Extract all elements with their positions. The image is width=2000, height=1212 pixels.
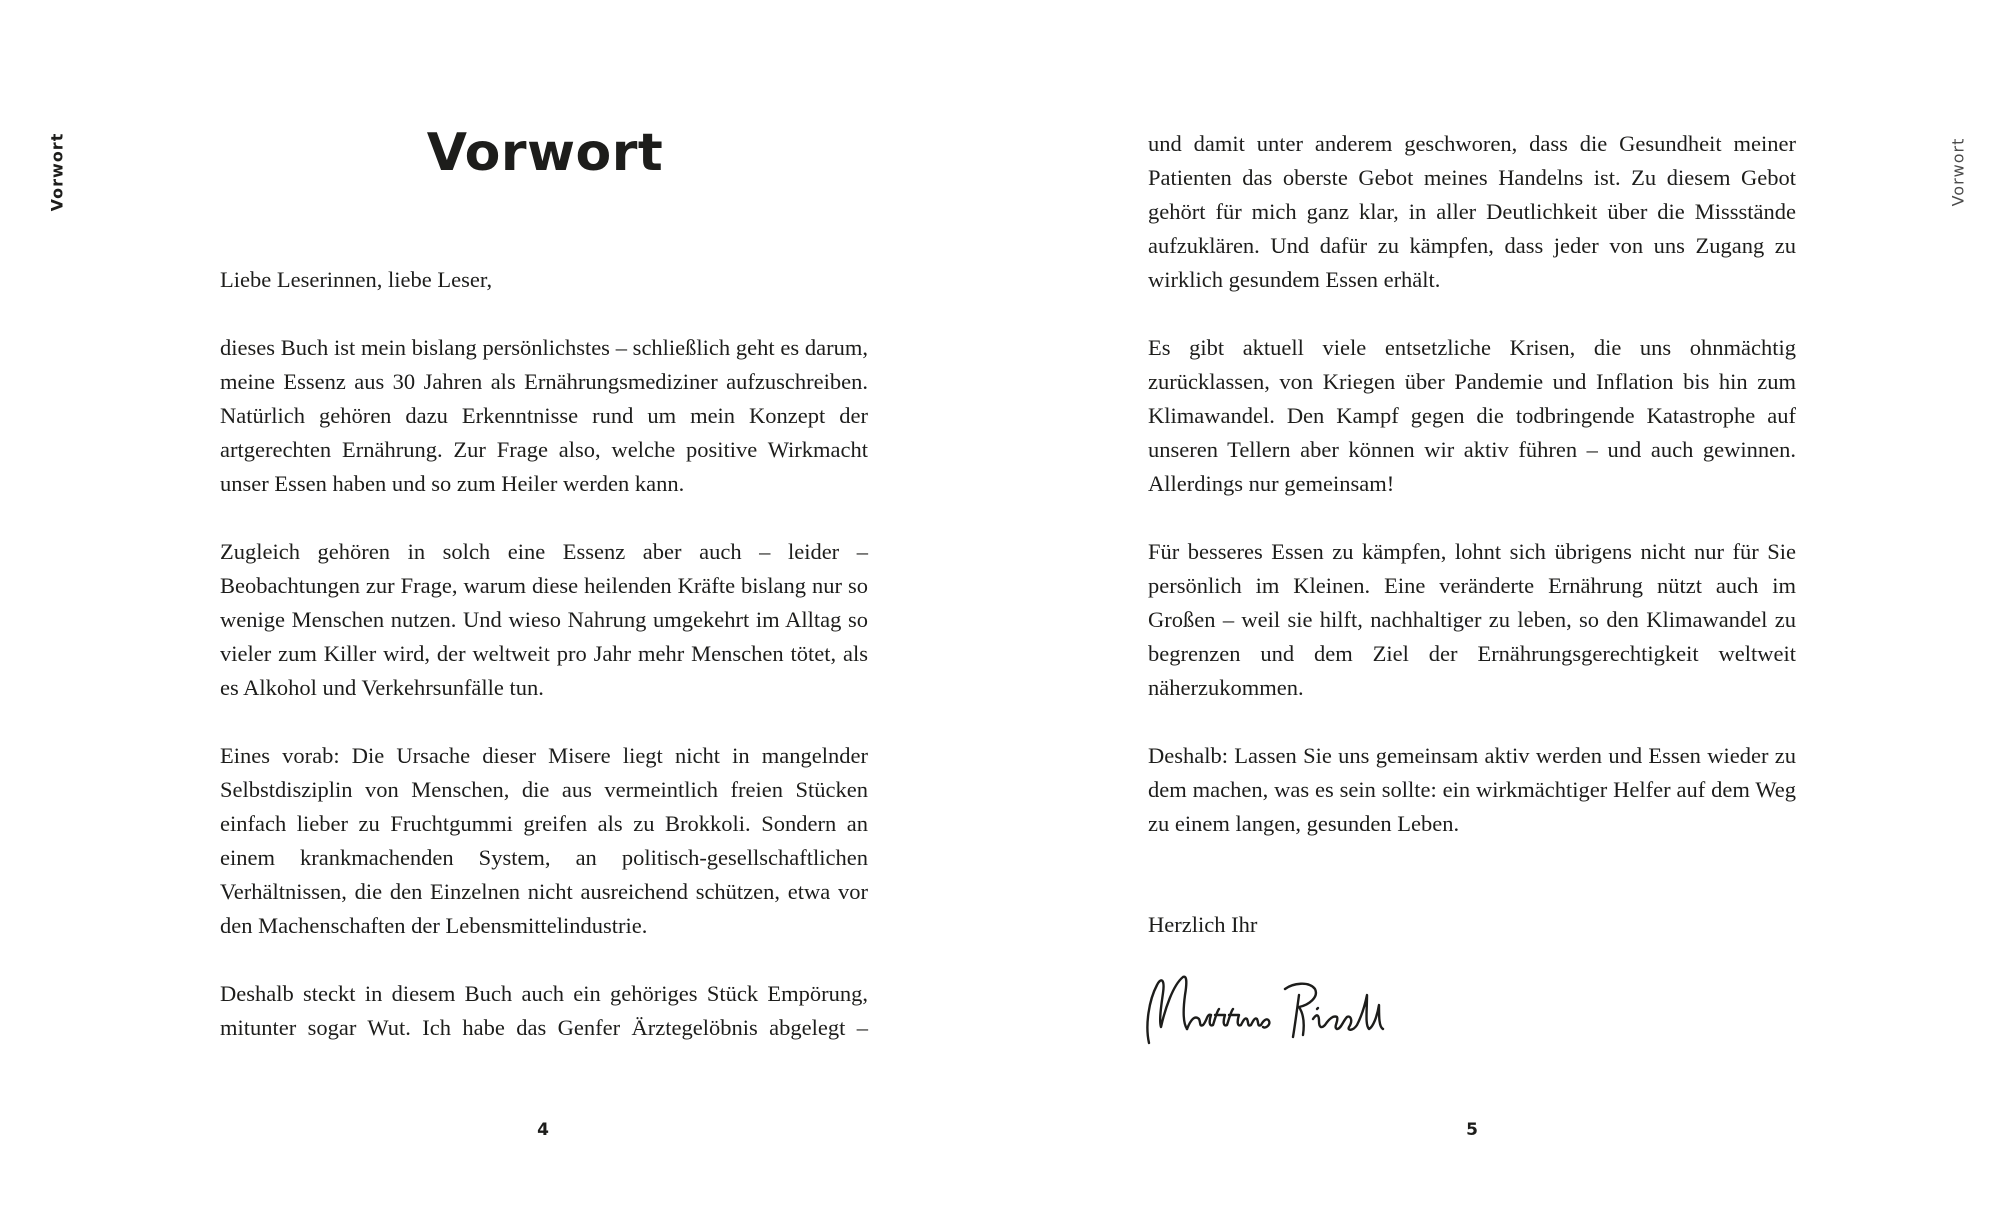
paragraph: Zugleich gehören in solch eine Essenz aber auch – leider – Beobachtungen zur Frage, warum diese heilenden Kräfte bislang nur so wenige Menschen nutzen. Und wieso Nahrung umgekehrt im Alltag so vieler zum Killer wird, der weltweit pro Jahr mehr Menschen tötet, als es Alkohol und Verkehrsunfälle tun.	[220, 539, 868, 700]
right-page	[1000, 0, 2000, 1212]
chapter-title: Vorwort	[426, 123, 664, 183]
paragraph: Eines vorab: Die Ursache dieser Misere liegt nicht in mangelnder Selbstdisziplin von Menschen, die aus vermeintlich freien Stücken einfach lieber zu Fruchtgummi greifen als zu Brokkoli. Sondern an einem krankmachenden System, an politisch-gesellschaftlichen Verhältnissen, die den Einzelnen nicht ausreichend schützen, etwa vor den Machenschaften der Lebensmittelindustrie.	[220, 743, 868, 938]
paragraph: Für besseres Essen zu kämpfen, lohnt sich übrigens nicht nur für Sie persönlich im Kleinen. Eine veränderte Ernährung nützt auch im Großen – weil sie hilft, nachhaltiger zu leben, so den Klimawandel zu begrenzen und dem Ziel der Ernährungsgerechtigkeit weltweit näherzukommen.	[1148, 539, 1796, 700]
left-text-block	[220, 263, 868, 1079]
closing-line: Herzlich Ihr	[1148, 912, 1258, 937]
paragraph: dieses Buch ist mein bislang persönlichstes – schließlich geht es darum, meine Essenz aus 30 Jahren als Ernährungsmediziner aufzuschreiben. Natürlich gehören dazu Erkenntnisse rund um mein Konzept der artgerechten Ernährung. Zur Frage also, welche positive Wirkmacht unser Essen haben und so zum Heiler werden kann.	[220, 335, 868, 496]
paragraph: Es gibt aktuell viele entsetzliche Krisen, die uns ohnmächtig zurücklassen, von Kriegen über Pandemie und Inflation bis hin zum Klimawandel. Den Kampf gegen die todbringende Katastrophe auf unseren Tellern aber können wir aktiv führen – und auch gewinnen. Allerdings nur gemeinsam!	[1148, 335, 1796, 496]
running-head-left: Vorwort	[47, 132, 67, 212]
running-head-right: Vorwort	[1948, 137, 1968, 207]
signature-image	[1143, 955, 1393, 1055]
salutation: Liebe Leserinnen, liebe Leser,	[220, 267, 493, 292]
paragraph: Deshalb: Lassen Sie uns gemeinsam aktiv werden und Essen wieder zu dem machen, was es sein sollte: ein wirkmächtiger Helfer auf dem Weg zu einem langen, gesunden Leben.	[1148, 743, 1796, 836]
paragraph: Deshalb steckt in diesem Buch auch ein gehöriges Stück Empörung, mitunter sogar Wut. Ich habe das Genfer Ärztegelöbnis abgelegt –	[220, 981, 868, 1040]
paragraph: und damit unter anderem geschworen, dass die Gesundheit meiner Patienten das oberste Gebot meines Handelns ist. Zu diesem Gebot gehört für mich ganz klar, in aller Deutlichkeit über die Missstände aufzuklären. Und dafür zu kämpfen, dass jeder von uns Zugang zu wirklich gesundem Essen erhält.	[1148, 131, 1796, 292]
page-number-right: 5	[1466, 1120, 1478, 1140]
right-text-block	[1148, 127, 1796, 875]
page-number-left: 4	[537, 1120, 549, 1140]
